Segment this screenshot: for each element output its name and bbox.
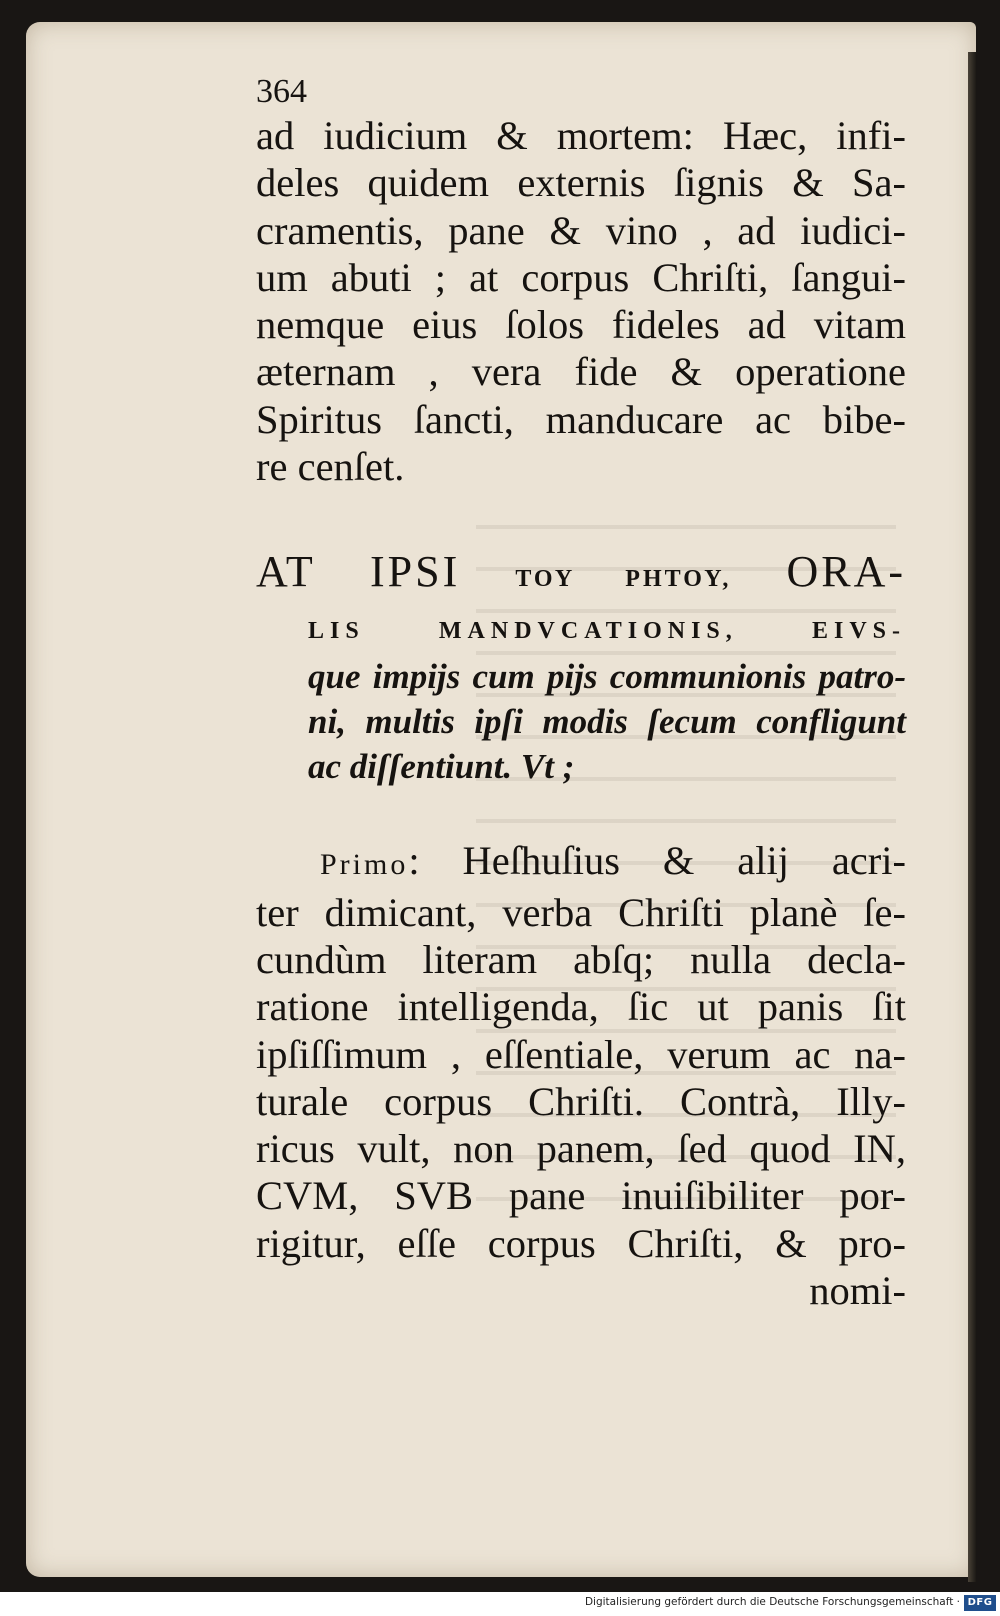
text-line-first	[256, 837, 906, 888]
heading-start: AT IPSI	[256, 547, 461, 597]
digitization-footer	[0, 1592, 1000, 1616]
text-line: cramentis, pane & vino , ad iudici-	[256, 207, 906, 253]
section-heading	[256, 542, 906, 789]
text-line: æternam , vera fide & operatione	[256, 349, 906, 395]
heading-greek: ΤΟΥ ΡΗΤΟΥ,	[515, 566, 732, 593]
text-line: um abuti ; at corpus Chriſti, ſangui-	[256, 254, 906, 300]
text-line: ipſiſſimum , eſſentiale, verum ac na-	[256, 1031, 906, 1077]
heading-italic-line: ac diſſentiunt. Vt ;	[308, 747, 575, 787]
text-line: turale corpus Chriſti. Contrà, Illy-	[256, 1078, 906, 1124]
text-line: re cenſet.	[256, 444, 405, 490]
page-number: 364	[256, 73, 307, 110]
paragraph-1	[256, 112, 906, 490]
heading-line-1	[256, 542, 906, 609]
text-line: cundùm literam abſq; nulla decla-	[256, 936, 906, 982]
footer-credit: Digitalisierung gefördert durch die Deutsche Forschungsgemeinschaft ·	[584, 1596, 960, 1608]
page-edge-shadow	[968, 52, 976, 1582]
heading-line-2: LIS MANDVCATIONIS, EIVS-	[308, 618, 906, 645]
text-line: Spiritus ſancti, manducare ac bibe-	[256, 396, 906, 442]
dfg-logo-icon: DFG	[964, 1595, 996, 1611]
text-line: ad iudicium & mortem: Hæc, infi-	[256, 113, 906, 158]
text-fragment: : Heſhuſius & alij acri-	[408, 838, 906, 884]
text-line: nemque eius ſolos fideles ad vitam	[256, 302, 906, 348]
text-line: ratione intelligenda, ſic ut panis ſit	[256, 984, 906, 1030]
text-line: deles quidem externis ſignis & Sa-	[256, 160, 906, 206]
catchword: nomi-	[809, 1268, 906, 1314]
page-text	[256, 72, 906, 1314]
text-line: ricus vult, non panem, ſed quod IN,	[256, 1126, 906, 1172]
paragraph-2	[256, 837, 906, 1314]
heading-end: ORA-	[786, 547, 907, 597]
smallcaps-word: Primo	[320, 848, 409, 882]
text-line: CVM, SVB pane inuiſibiliter por-	[256, 1173, 906, 1219]
text-line: ter dimicant, verba Chriſti planè ſe-	[256, 889, 906, 935]
text-line: rigitur, eſſe corpus Chriſti, & pro-	[256, 1220, 906, 1266]
heading-italic-line: que impijs cum pijs communionis patro-	[308, 657, 906, 697]
heading-italic-line: ni, multis ipſi modis ſecum confligunt	[308, 702, 906, 742]
